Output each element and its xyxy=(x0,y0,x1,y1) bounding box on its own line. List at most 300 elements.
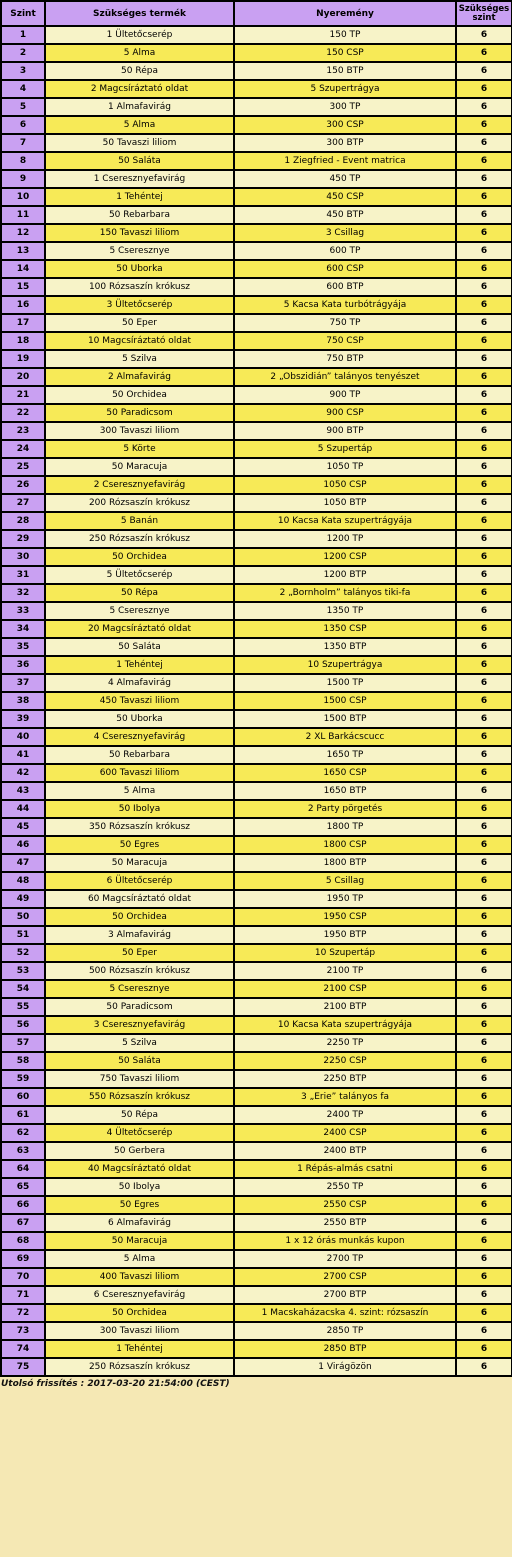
row-product: 5 Alma xyxy=(45,1250,234,1268)
table-row xyxy=(1,908,512,926)
row-product: 5 Alma xyxy=(45,782,234,800)
table-row xyxy=(1,404,512,422)
row-prize: 2250 BTP xyxy=(234,1070,456,1088)
row-level: 63 xyxy=(1,1142,45,1160)
row-prize: 1800 BTP xyxy=(234,854,456,872)
row-product: 4 Almafavirág xyxy=(45,674,234,692)
row-prize: 1800 CSP xyxy=(234,836,456,854)
row-prize: 2550 CSP xyxy=(234,1196,456,1214)
row-product: 50 Tavaszi liliom xyxy=(45,134,234,152)
row-product: 550 Rózsaszín krókusz xyxy=(45,1088,234,1106)
table-row xyxy=(1,1304,512,1322)
row-required-level: 6 xyxy=(456,746,512,764)
row-level: 39 xyxy=(1,710,45,728)
row-required-level: 6 xyxy=(456,1124,512,1142)
table-row xyxy=(1,1160,512,1178)
table-row xyxy=(1,1088,512,1106)
row-product: 1 Tehéntej xyxy=(45,656,234,674)
last-updated: Utolsó frissítés : 2017-03-20 21:54:00 (CEST) xyxy=(1,1379,230,1389)
row-level: 12 xyxy=(1,224,45,242)
row-prize: 2700 TP xyxy=(234,1250,456,1268)
row-prize: 1 x 12 órás munkás kupon xyxy=(234,1232,456,1250)
row-product: 50 Orchidea xyxy=(45,908,234,926)
row-product: 20 Magcsíráztató oldat xyxy=(45,620,234,638)
header-required-level: Szükséges szint xyxy=(456,1,512,26)
header-level: Szint xyxy=(1,1,45,26)
row-required-level: 6 xyxy=(456,530,512,548)
row-level: 69 xyxy=(1,1250,45,1268)
row-level: 58 xyxy=(1,1052,45,1070)
table-row xyxy=(1,1016,512,1034)
table-row xyxy=(1,926,512,944)
row-product: 50 Orchidea xyxy=(45,1304,234,1322)
row-product: 5 Cseresznye xyxy=(45,242,234,260)
table-row xyxy=(1,1340,512,1358)
row-required-level: 6 xyxy=(456,260,512,278)
table-row xyxy=(1,584,512,602)
row-product: 500 Rózsaszín krókusz xyxy=(45,962,234,980)
table-row xyxy=(1,512,512,530)
row-required-level: 6 xyxy=(456,908,512,926)
row-required-level: 6 xyxy=(456,584,512,602)
table-row xyxy=(1,962,512,980)
row-level: 2 xyxy=(1,44,45,62)
table-row xyxy=(1,530,512,548)
row-product: 5 Szilva xyxy=(45,1034,234,1052)
row-prize: 900 TP xyxy=(234,386,456,404)
row-level: 50 xyxy=(1,908,45,926)
row-level: 52 xyxy=(1,944,45,962)
row-prize: 10 Szupertrágya xyxy=(234,656,456,674)
row-required-level: 6 xyxy=(456,638,512,656)
row-product: 50 Orchidea xyxy=(45,548,234,566)
row-prize: 2700 BTP xyxy=(234,1286,456,1304)
row-level: 55 xyxy=(1,998,45,1016)
row-level: 61 xyxy=(1,1106,45,1124)
row-required-level: 6 xyxy=(456,692,512,710)
row-required-level: 6 xyxy=(456,710,512,728)
table-row xyxy=(1,494,512,512)
row-required-level: 6 xyxy=(456,1052,512,1070)
row-product: 350 Rózsaszín krókusz xyxy=(45,818,234,836)
row-product: 4 Ültetőcserép xyxy=(45,1124,234,1142)
row-prize: 450 TP xyxy=(234,170,456,188)
row-level: 70 xyxy=(1,1268,45,1286)
row-level: 23 xyxy=(1,422,45,440)
row-required-level: 6 xyxy=(456,1250,512,1268)
table-row xyxy=(1,800,512,818)
table-row xyxy=(1,1106,512,1124)
row-product: 200 Rózsaszín krókusz xyxy=(45,494,234,512)
table-row xyxy=(1,1286,512,1304)
row-level: 1 xyxy=(1,26,45,44)
row-required-level: 6 xyxy=(456,764,512,782)
row-product: 250 Rózsaszín krókusz xyxy=(45,530,234,548)
table-row xyxy=(1,566,512,584)
row-required-level: 6 xyxy=(456,1340,512,1358)
row-level: 42 xyxy=(1,764,45,782)
row-required-level: 6 xyxy=(456,134,512,152)
row-product: 450 Tavaszi liliom xyxy=(45,692,234,710)
row-level: 36 xyxy=(1,656,45,674)
row-required-level: 6 xyxy=(456,1178,512,1196)
row-product: 50 Répa xyxy=(45,1106,234,1124)
row-required-level: 6 xyxy=(456,116,512,134)
row-level: 26 xyxy=(1,476,45,494)
row-prize: 2 „Obszidián” talányos tenyészet xyxy=(234,368,456,386)
table-row xyxy=(1,1052,512,1070)
row-level: 33 xyxy=(1,602,45,620)
row-product: 50 Ibolya xyxy=(45,1178,234,1196)
row-product: 6 Almafavirág xyxy=(45,1214,234,1232)
row-prize: 150 TP xyxy=(234,26,456,44)
row-level: 41 xyxy=(1,746,45,764)
row-product: 50 Saláta xyxy=(45,1052,234,1070)
row-product: 5 Banán xyxy=(45,512,234,530)
row-product: 1 Almafavirág xyxy=(45,98,234,116)
table-row xyxy=(1,746,512,764)
row-required-level: 6 xyxy=(456,476,512,494)
table-row xyxy=(1,26,512,44)
row-product: 3 Almafavirág xyxy=(45,926,234,944)
row-level: 38 xyxy=(1,692,45,710)
row-prize: 1 Répás-almás csatni xyxy=(234,1160,456,1178)
table-row xyxy=(1,638,512,656)
row-product: 5 Körte xyxy=(45,440,234,458)
row-level: 5 xyxy=(1,98,45,116)
row-level: 51 xyxy=(1,926,45,944)
row-prize: 1500 BTP xyxy=(234,710,456,728)
row-prize: 10 Kacsa Kata szupertrágyája xyxy=(234,1016,456,1034)
row-prize: 900 BTP xyxy=(234,422,456,440)
row-required-level: 6 xyxy=(456,44,512,62)
row-product: 50 Maracuja xyxy=(45,854,234,872)
table-row xyxy=(1,278,512,296)
row-required-level: 6 xyxy=(456,332,512,350)
table-row xyxy=(1,764,512,782)
table-row xyxy=(1,98,512,116)
row-level: 28 xyxy=(1,512,45,530)
row-level: 47 xyxy=(1,854,45,872)
row-prize: 300 CSP xyxy=(234,116,456,134)
row-level: 59 xyxy=(1,1070,45,1088)
table-row xyxy=(1,44,512,62)
row-prize: 300 BTP xyxy=(234,134,456,152)
row-level: 37 xyxy=(1,674,45,692)
row-prize: 900 CSP xyxy=(234,404,456,422)
row-prize: 600 BTP xyxy=(234,278,456,296)
row-prize: 450 CSP xyxy=(234,188,456,206)
row-product: 50 Egres xyxy=(45,836,234,854)
row-required-level: 6 xyxy=(456,350,512,368)
row-required-level: 6 xyxy=(456,1034,512,1052)
row-level: 65 xyxy=(1,1178,45,1196)
table-row xyxy=(1,422,512,440)
row-level: 32 xyxy=(1,584,45,602)
row-level: 20 xyxy=(1,368,45,386)
table-row xyxy=(1,818,512,836)
table-row xyxy=(1,872,512,890)
row-required-level: 6 xyxy=(456,944,512,962)
row-prize: 2700 CSP xyxy=(234,1268,456,1286)
table-row xyxy=(1,854,512,872)
row-prize: 2100 CSP xyxy=(234,980,456,998)
table-row xyxy=(1,1070,512,1088)
table-row xyxy=(1,1196,512,1214)
row-level: 35 xyxy=(1,638,45,656)
row-level: 21 xyxy=(1,386,45,404)
row-product: 5 Cseresznye xyxy=(45,980,234,998)
row-required-level: 6 xyxy=(456,818,512,836)
row-product: 2 Almafavirág xyxy=(45,368,234,386)
row-level: 25 xyxy=(1,458,45,476)
row-required-level: 6 xyxy=(456,1358,512,1376)
row-prize: 1200 TP xyxy=(234,530,456,548)
table-row xyxy=(1,602,512,620)
row-product: 60 Magcsíráztató oldat xyxy=(45,890,234,908)
row-required-level: 6 xyxy=(456,170,512,188)
row-prize: 1950 CSP xyxy=(234,908,456,926)
row-prize: 1 Ziegfried - Event matrica xyxy=(234,152,456,170)
row-required-level: 6 xyxy=(456,26,512,44)
row-product: 40 Magcsíráztató oldat xyxy=(45,1160,234,1178)
row-required-level: 6 xyxy=(456,1286,512,1304)
row-product: 1 Tehéntej xyxy=(45,188,234,206)
row-level: 4 xyxy=(1,80,45,98)
row-prize: 1350 CSP xyxy=(234,620,456,638)
row-required-level: 6 xyxy=(456,1232,512,1250)
row-product: 50 Rebarbara xyxy=(45,206,234,224)
table-row xyxy=(1,1322,512,1340)
row-required-level: 6 xyxy=(456,1070,512,1088)
row-prize: 750 TP xyxy=(234,314,456,332)
row-level: 31 xyxy=(1,566,45,584)
row-required-level: 6 xyxy=(456,422,512,440)
row-required-level: 6 xyxy=(456,224,512,242)
row-product: 50 Saláta xyxy=(45,638,234,656)
header-product: Szükséges termék xyxy=(45,1,234,26)
table-row xyxy=(1,674,512,692)
row-prize: 5 Szupertáp xyxy=(234,440,456,458)
row-prize: 1650 BTP xyxy=(234,782,456,800)
row-required-level: 6 xyxy=(456,566,512,584)
row-prize: 600 TP xyxy=(234,242,456,260)
row-level: 10 xyxy=(1,188,45,206)
row-level: 74 xyxy=(1,1340,45,1358)
table-row xyxy=(1,1232,512,1250)
table-row xyxy=(1,80,512,98)
row-product: 2 Magcsíráztató oldat xyxy=(45,80,234,98)
row-prize: 1650 CSP xyxy=(234,764,456,782)
row-level: 43 xyxy=(1,782,45,800)
row-prize: 1050 TP xyxy=(234,458,456,476)
row-required-level: 6 xyxy=(456,368,512,386)
table-row xyxy=(1,890,512,908)
row-product: 300 Tavaszi liliom xyxy=(45,1322,234,1340)
row-product: 3 Cseresznyefavirág xyxy=(45,1016,234,1034)
row-level: 68 xyxy=(1,1232,45,1250)
table-row xyxy=(1,1358,512,1376)
row-level: 13 xyxy=(1,242,45,260)
row-prize: 2 Party pörgetés xyxy=(234,800,456,818)
row-prize: 1950 TP xyxy=(234,890,456,908)
row-product: 5 Ültetőcserép xyxy=(45,566,234,584)
table-row xyxy=(1,620,512,638)
row-level: 64 xyxy=(1,1160,45,1178)
row-prize: 10 Szupertáp xyxy=(234,944,456,962)
table-row xyxy=(1,386,512,404)
row-required-level: 6 xyxy=(456,1142,512,1160)
row-required-level: 6 xyxy=(456,188,512,206)
row-required-level: 6 xyxy=(456,206,512,224)
row-product: 3 Ültetőcserép xyxy=(45,296,234,314)
row-prize: 3 Csillag xyxy=(234,224,456,242)
row-product: 50 Maracuja xyxy=(45,1232,234,1250)
row-product: 5 Cseresznye xyxy=(45,602,234,620)
row-level: 30 xyxy=(1,548,45,566)
row-level: 60 xyxy=(1,1088,45,1106)
row-prize: 2550 BTP xyxy=(234,1214,456,1232)
row-required-level: 6 xyxy=(456,728,512,746)
row-required-level: 6 xyxy=(456,152,512,170)
table-row xyxy=(1,440,512,458)
row-prize: 10 Kacsa Kata szupertrágyája xyxy=(234,512,456,530)
row-product: 50 Rebarbara xyxy=(45,746,234,764)
row-required-level: 6 xyxy=(456,620,512,638)
row-product: 5 Alma xyxy=(45,44,234,62)
row-prize: 2850 TP xyxy=(234,1322,456,1340)
row-product: 6 Ültetőcserép xyxy=(45,872,234,890)
row-product: 600 Tavaszi liliom xyxy=(45,764,234,782)
table-row xyxy=(1,1142,512,1160)
row-prize: 1050 BTP xyxy=(234,494,456,512)
row-prize: 150 CSP xyxy=(234,44,456,62)
row-prize: 2250 TP xyxy=(234,1034,456,1052)
row-required-level: 6 xyxy=(456,1160,512,1178)
row-required-level: 6 xyxy=(456,1088,512,1106)
row-level: 27 xyxy=(1,494,45,512)
table-row xyxy=(1,476,512,494)
row-product: 1 Tehéntej xyxy=(45,1340,234,1358)
row-product: 5 Alma xyxy=(45,116,234,134)
row-prize: 1650 TP xyxy=(234,746,456,764)
table-row xyxy=(1,152,512,170)
row-product: 50 Ibolya xyxy=(45,800,234,818)
row-required-level: 6 xyxy=(456,548,512,566)
row-prize: 450 BTP xyxy=(234,206,456,224)
row-prize: 1050 CSP xyxy=(234,476,456,494)
row-level: 6 xyxy=(1,116,45,134)
row-level: 40 xyxy=(1,728,45,746)
row-product: 50 Paradicsom xyxy=(45,404,234,422)
row-prize: 1950 BTP xyxy=(234,926,456,944)
table-row xyxy=(1,1124,512,1142)
row-level: 18 xyxy=(1,332,45,350)
row-required-level: 6 xyxy=(456,80,512,98)
table-row xyxy=(1,260,512,278)
row-required-level: 6 xyxy=(456,836,512,854)
table-row xyxy=(1,188,512,206)
table-body xyxy=(1,26,512,1376)
row-prize: 300 TP xyxy=(234,98,456,116)
row-prize: 1350 TP xyxy=(234,602,456,620)
row-required-level: 6 xyxy=(456,386,512,404)
row-required-level: 6 xyxy=(456,242,512,260)
row-level: 22 xyxy=(1,404,45,422)
row-prize: 2550 TP xyxy=(234,1178,456,1196)
row-required-level: 6 xyxy=(456,656,512,674)
row-product: 750 Tavaszi liliom xyxy=(45,1070,234,1088)
table-row xyxy=(1,350,512,368)
row-level: 73 xyxy=(1,1322,45,1340)
table-row xyxy=(1,944,512,962)
table-row xyxy=(1,728,512,746)
table-row xyxy=(1,656,512,674)
row-product: 400 Tavaszi liliom xyxy=(45,1268,234,1286)
row-required-level: 6 xyxy=(456,1322,512,1340)
row-level: 7 xyxy=(1,134,45,152)
row-prize: 750 CSP xyxy=(234,332,456,350)
row-product: 50 Répa xyxy=(45,584,234,602)
row-required-level: 6 xyxy=(456,440,512,458)
row-product: 50 Uborka xyxy=(45,260,234,278)
row-required-level: 6 xyxy=(456,962,512,980)
table-row xyxy=(1,62,512,80)
row-product: 50 Eper xyxy=(45,944,234,962)
row-prize: 2400 BTP xyxy=(234,1142,456,1160)
row-required-level: 6 xyxy=(456,602,512,620)
row-required-level: 6 xyxy=(456,998,512,1016)
table-row xyxy=(1,224,512,242)
row-product: 1 Ültetőcserép xyxy=(45,26,234,44)
row-product: 50 Egres xyxy=(45,1196,234,1214)
row-prize: 1500 TP xyxy=(234,674,456,692)
row-prize: 2400 TP xyxy=(234,1106,456,1124)
row-product: 50 Eper xyxy=(45,314,234,332)
row-required-level: 6 xyxy=(456,1304,512,1322)
row-required-level: 6 xyxy=(456,926,512,944)
row-prize: 1200 CSP xyxy=(234,548,456,566)
row-level: 11 xyxy=(1,206,45,224)
row-required-level: 6 xyxy=(456,1016,512,1034)
row-required-level: 6 xyxy=(456,872,512,890)
row-prize: 5 Csillag xyxy=(234,872,456,890)
row-required-level: 6 xyxy=(456,1214,512,1232)
row-prize: 1350 BTP xyxy=(234,638,456,656)
row-level: 16 xyxy=(1,296,45,314)
row-level: 54 xyxy=(1,980,45,998)
table-row xyxy=(1,548,512,566)
row-prize: 750 BTP xyxy=(234,350,456,368)
row-level: 8 xyxy=(1,152,45,170)
table-header-row xyxy=(1,1,512,26)
row-level: 66 xyxy=(1,1196,45,1214)
row-prize: 5 Kacsa Kata turbótrágyája xyxy=(234,296,456,314)
row-level: 62 xyxy=(1,1124,45,1142)
row-prize: 2100 BTP xyxy=(234,998,456,1016)
table-row xyxy=(1,1268,512,1286)
row-product: 250 Rózsaszín krókusz xyxy=(45,1358,234,1376)
row-product: 6 Cseresznyefavirág xyxy=(45,1286,234,1304)
row-level: 44 xyxy=(1,800,45,818)
row-product: 300 Tavaszi liliom xyxy=(45,422,234,440)
table-row xyxy=(1,368,512,386)
row-required-level: 6 xyxy=(456,800,512,818)
row-required-level: 6 xyxy=(456,62,512,80)
row-prize: 1800 TP xyxy=(234,818,456,836)
table-row xyxy=(1,1178,512,1196)
row-prize: 2 „Bornholm” talányos tiki-fa xyxy=(234,584,456,602)
